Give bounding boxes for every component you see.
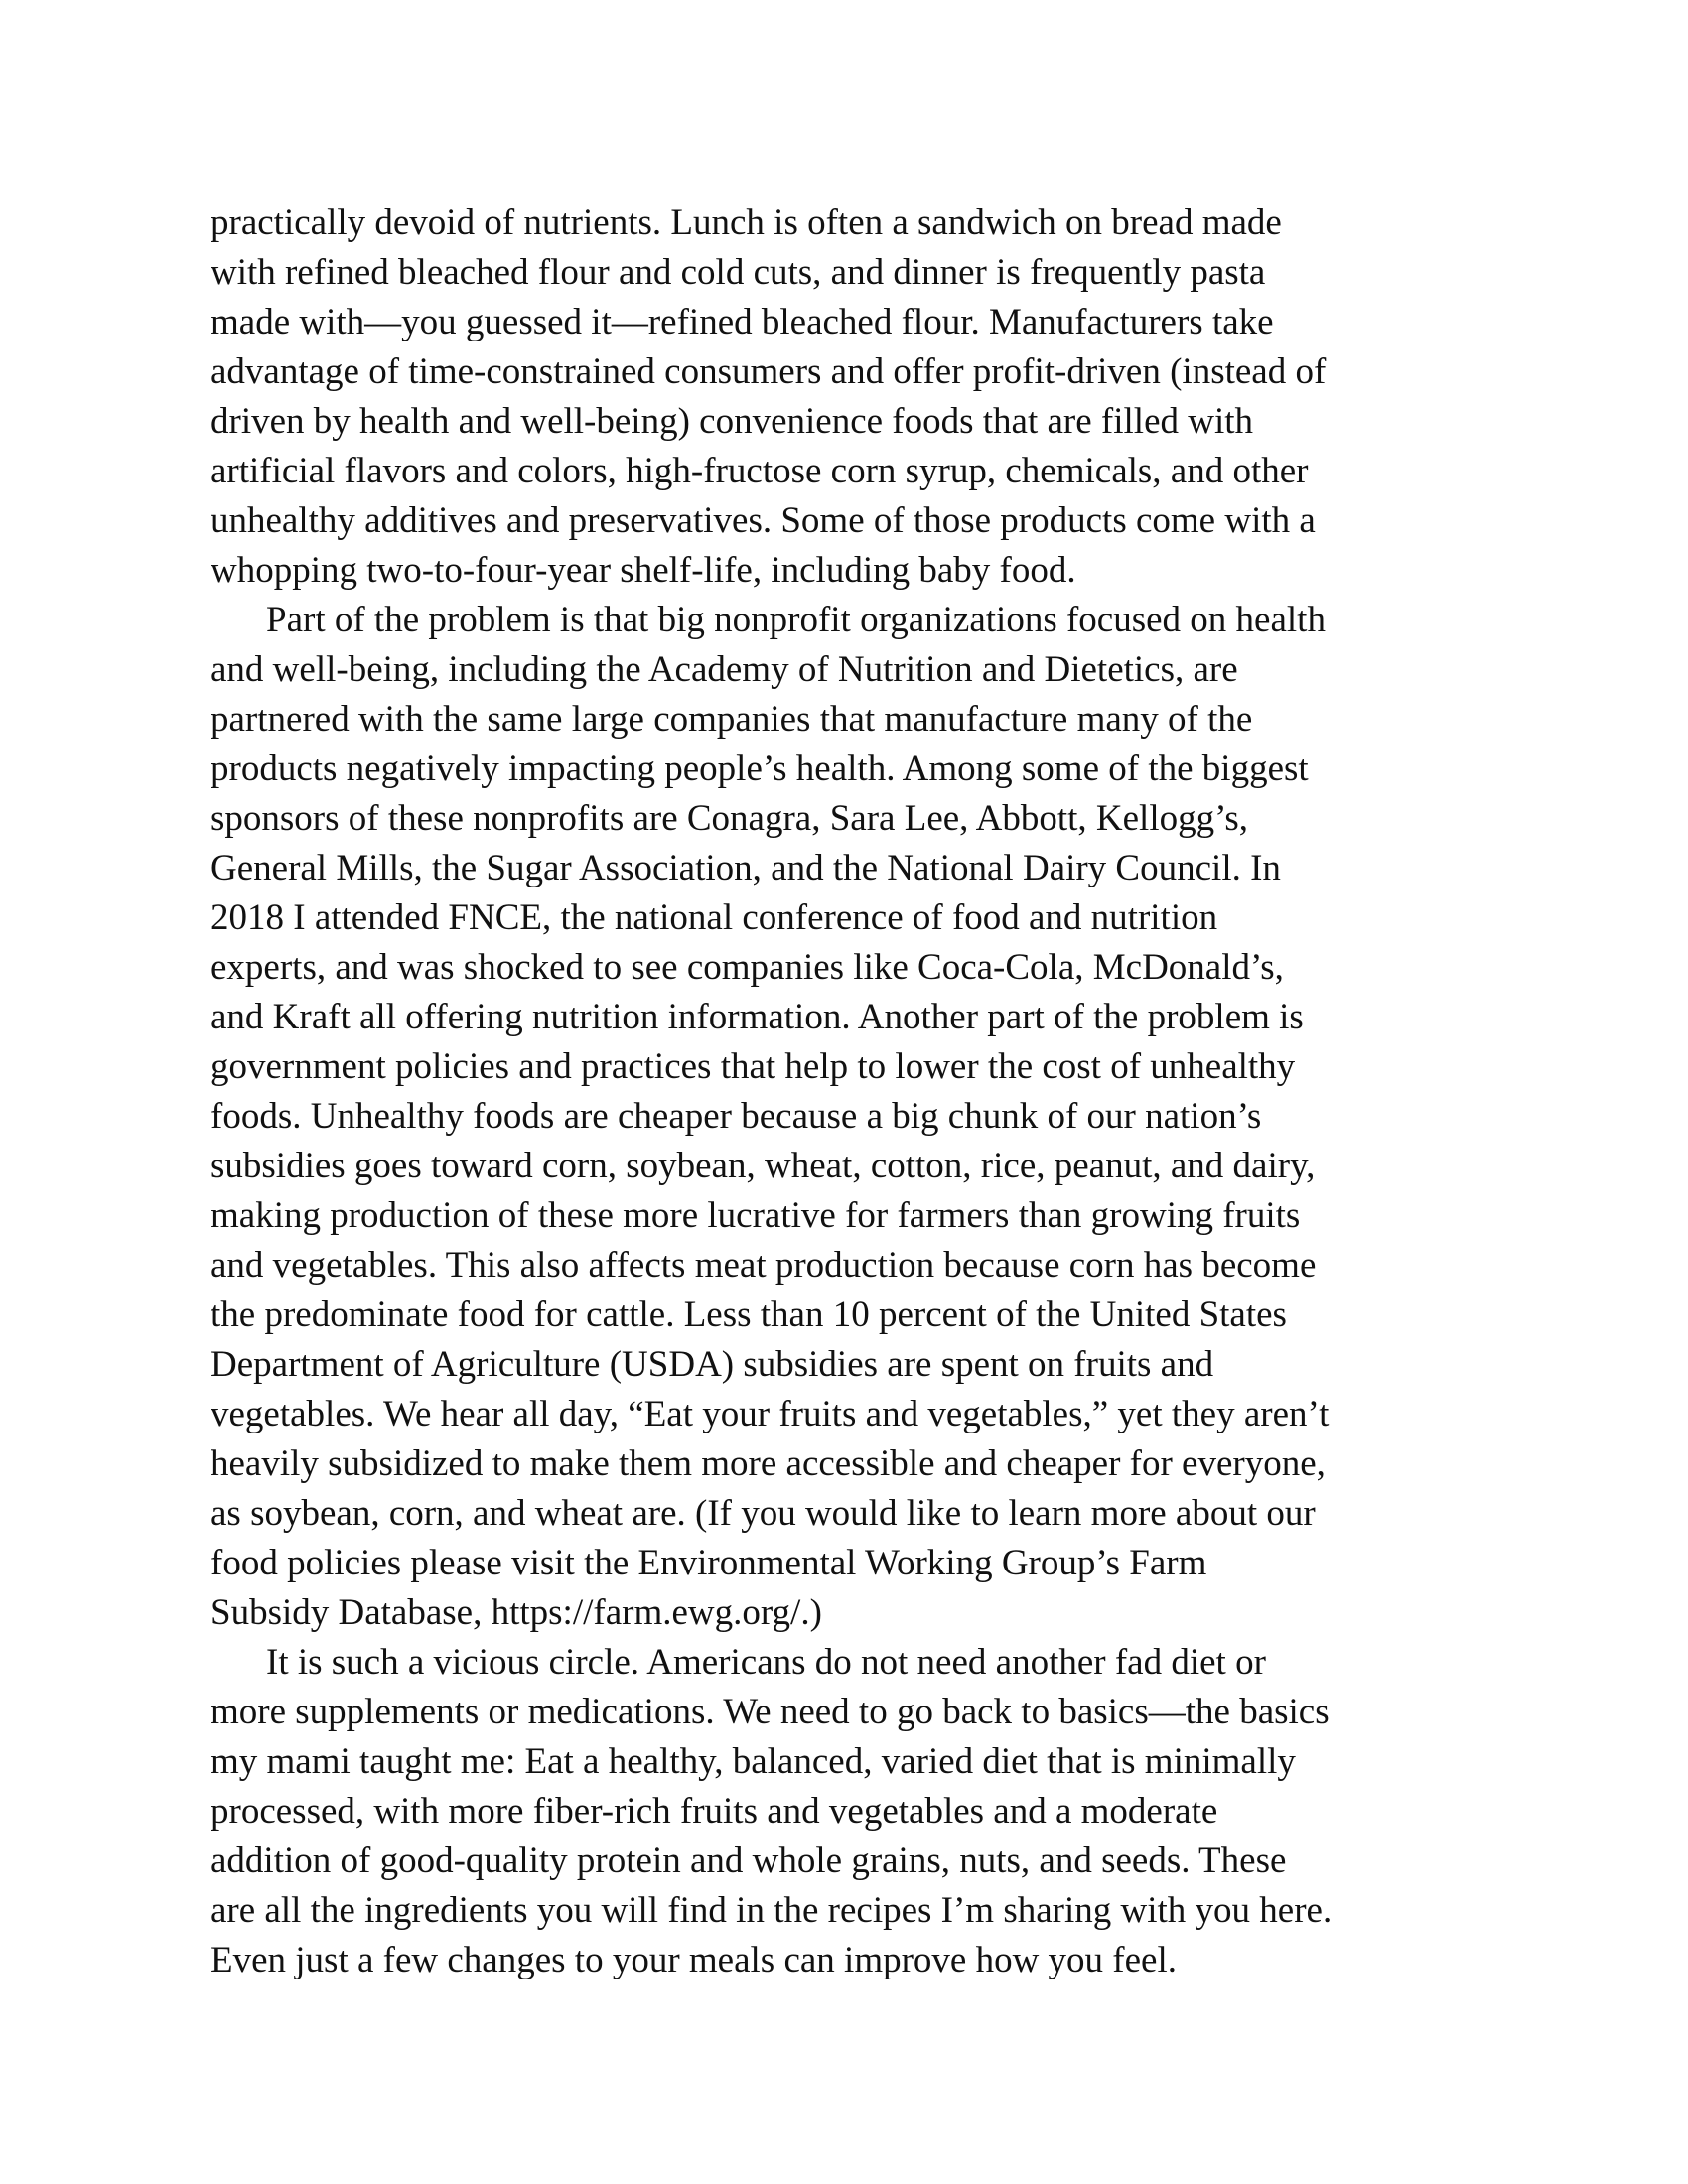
- text-line: advantage of time-constrained consumers and offer profit-driven (instead of: [211, 351, 1327, 392]
- text-line: government policies and practices that help to lower the cost of unhealthy: [211, 1046, 1296, 1087]
- text-line: subsidies goes toward corn, soybean, wheat, cotton, rice, peanut, and dairy,: [211, 1146, 1316, 1186]
- text-line: the predominate food for cattle. Less than 10 percent of the United States: [211, 1295, 1287, 1335]
- text-line: practically devoid of nutrients. Lunch is often a sandwich on bread made: [211, 203, 1282, 243]
- text-line: making production of these more lucrative for farmers than growing fruits: [211, 1195, 1301, 1236]
- text-line: Department of Agriculture (USDA) subsidies are spent on fruits and: [211, 1344, 1214, 1385]
- text-line: addition of good-quality protein and whole grains, nuts, and seeds. These: [211, 1841, 1287, 1881]
- text-line: experts, and was shocked to see companies like Coca-Cola, McDonald’s,: [211, 947, 1284, 988]
- text-line: unhealthy additives and preservatives. Some of those products come with a: [211, 500, 1316, 541]
- text-line: and vegetables. This also affects meat production because corn has become: [211, 1245, 1317, 1286]
- page-body: [211, 199, 1501, 1985]
- text-line: food policies please visit the Environmental Working Group’s Farm: [211, 1543, 1207, 1583]
- text-line: made with—you guessed it—refined bleached flour. Manufacturers take: [211, 302, 1274, 342]
- paragraph-3: [211, 1638, 1501, 1985]
- text-line: driven by health and well-being) convenience foods that are filled with: [211, 401, 1254, 442]
- text-line: are all the ingredients you will find in the recipes I’m sharing with you here.: [211, 1890, 1333, 1931]
- paragraph-2: [211, 596, 1501, 1638]
- text-line: Even just a few changes to your meals can improve how you feel.: [211, 1940, 1178, 1980]
- text-line: processed, with more fiber-rich fruits and vegetables and a moderate: [211, 1791, 1218, 1832]
- text-line: with refined bleached flour and cold cuts, and dinner is frequently pasta: [211, 252, 1266, 293]
- text-line: products negatively impacting people’s health. Among some of the biggest: [211, 749, 1309, 789]
- text-line: General Mills, the Sugar Association, and the National Dairy Council. In: [211, 848, 1281, 888]
- text-line: and well-being, including the Academy of Nutrition and Dietetics, are: [211, 649, 1238, 690]
- text-line: Part of the problem is that big nonprofit organizations focused on health: [266, 600, 1326, 640]
- text-line: and Kraft all offering nutrition information. Another part of the problem is: [211, 997, 1304, 1037]
- text-line: partnered with the same large companies that manufacture many of the: [211, 699, 1253, 740]
- text-line: my mami taught me: Eat a healthy, balanced, varied diet that is minimally: [211, 1741, 1296, 1782]
- text-line: artificial flavors and colors, high-fructose corn syrup, chemicals, and other: [211, 451, 1309, 491]
- text-line: Subsidy Database, https://farm.ewg.org/.): [211, 1592, 822, 1633]
- text-line: It is such a vicious circle. Americans do not need another fad diet or: [266, 1642, 1266, 1683]
- text-line: 2018 I attended FNCE, the national conference of food and nutrition: [211, 897, 1218, 938]
- text-line: more supplements or medications. We need to go back to basics—the basics: [211, 1692, 1330, 1732]
- text-line: as soybean, corn, and wheat are. (If you would like to learn more about our: [211, 1493, 1316, 1534]
- paragraph-1: [211, 199, 1501, 596]
- text-line: heavily subsidized to make them more accessible and cheaper for everyone,: [211, 1443, 1326, 1484]
- text-line: vegetables. We hear all day, “Eat your fruits and vegetables,” yet they aren’t: [211, 1394, 1330, 1434]
- text-line: foods. Unhealthy foods are cheaper because a big chunk of our nation’s: [211, 1096, 1262, 1137]
- text-line: whopping two-to-four-year shelf-life, including baby food.: [211, 550, 1076, 591]
- text-line: sponsors of these nonprofits are Conagra, Sara Lee, Abbott, Kellogg’s,: [211, 798, 1249, 839]
